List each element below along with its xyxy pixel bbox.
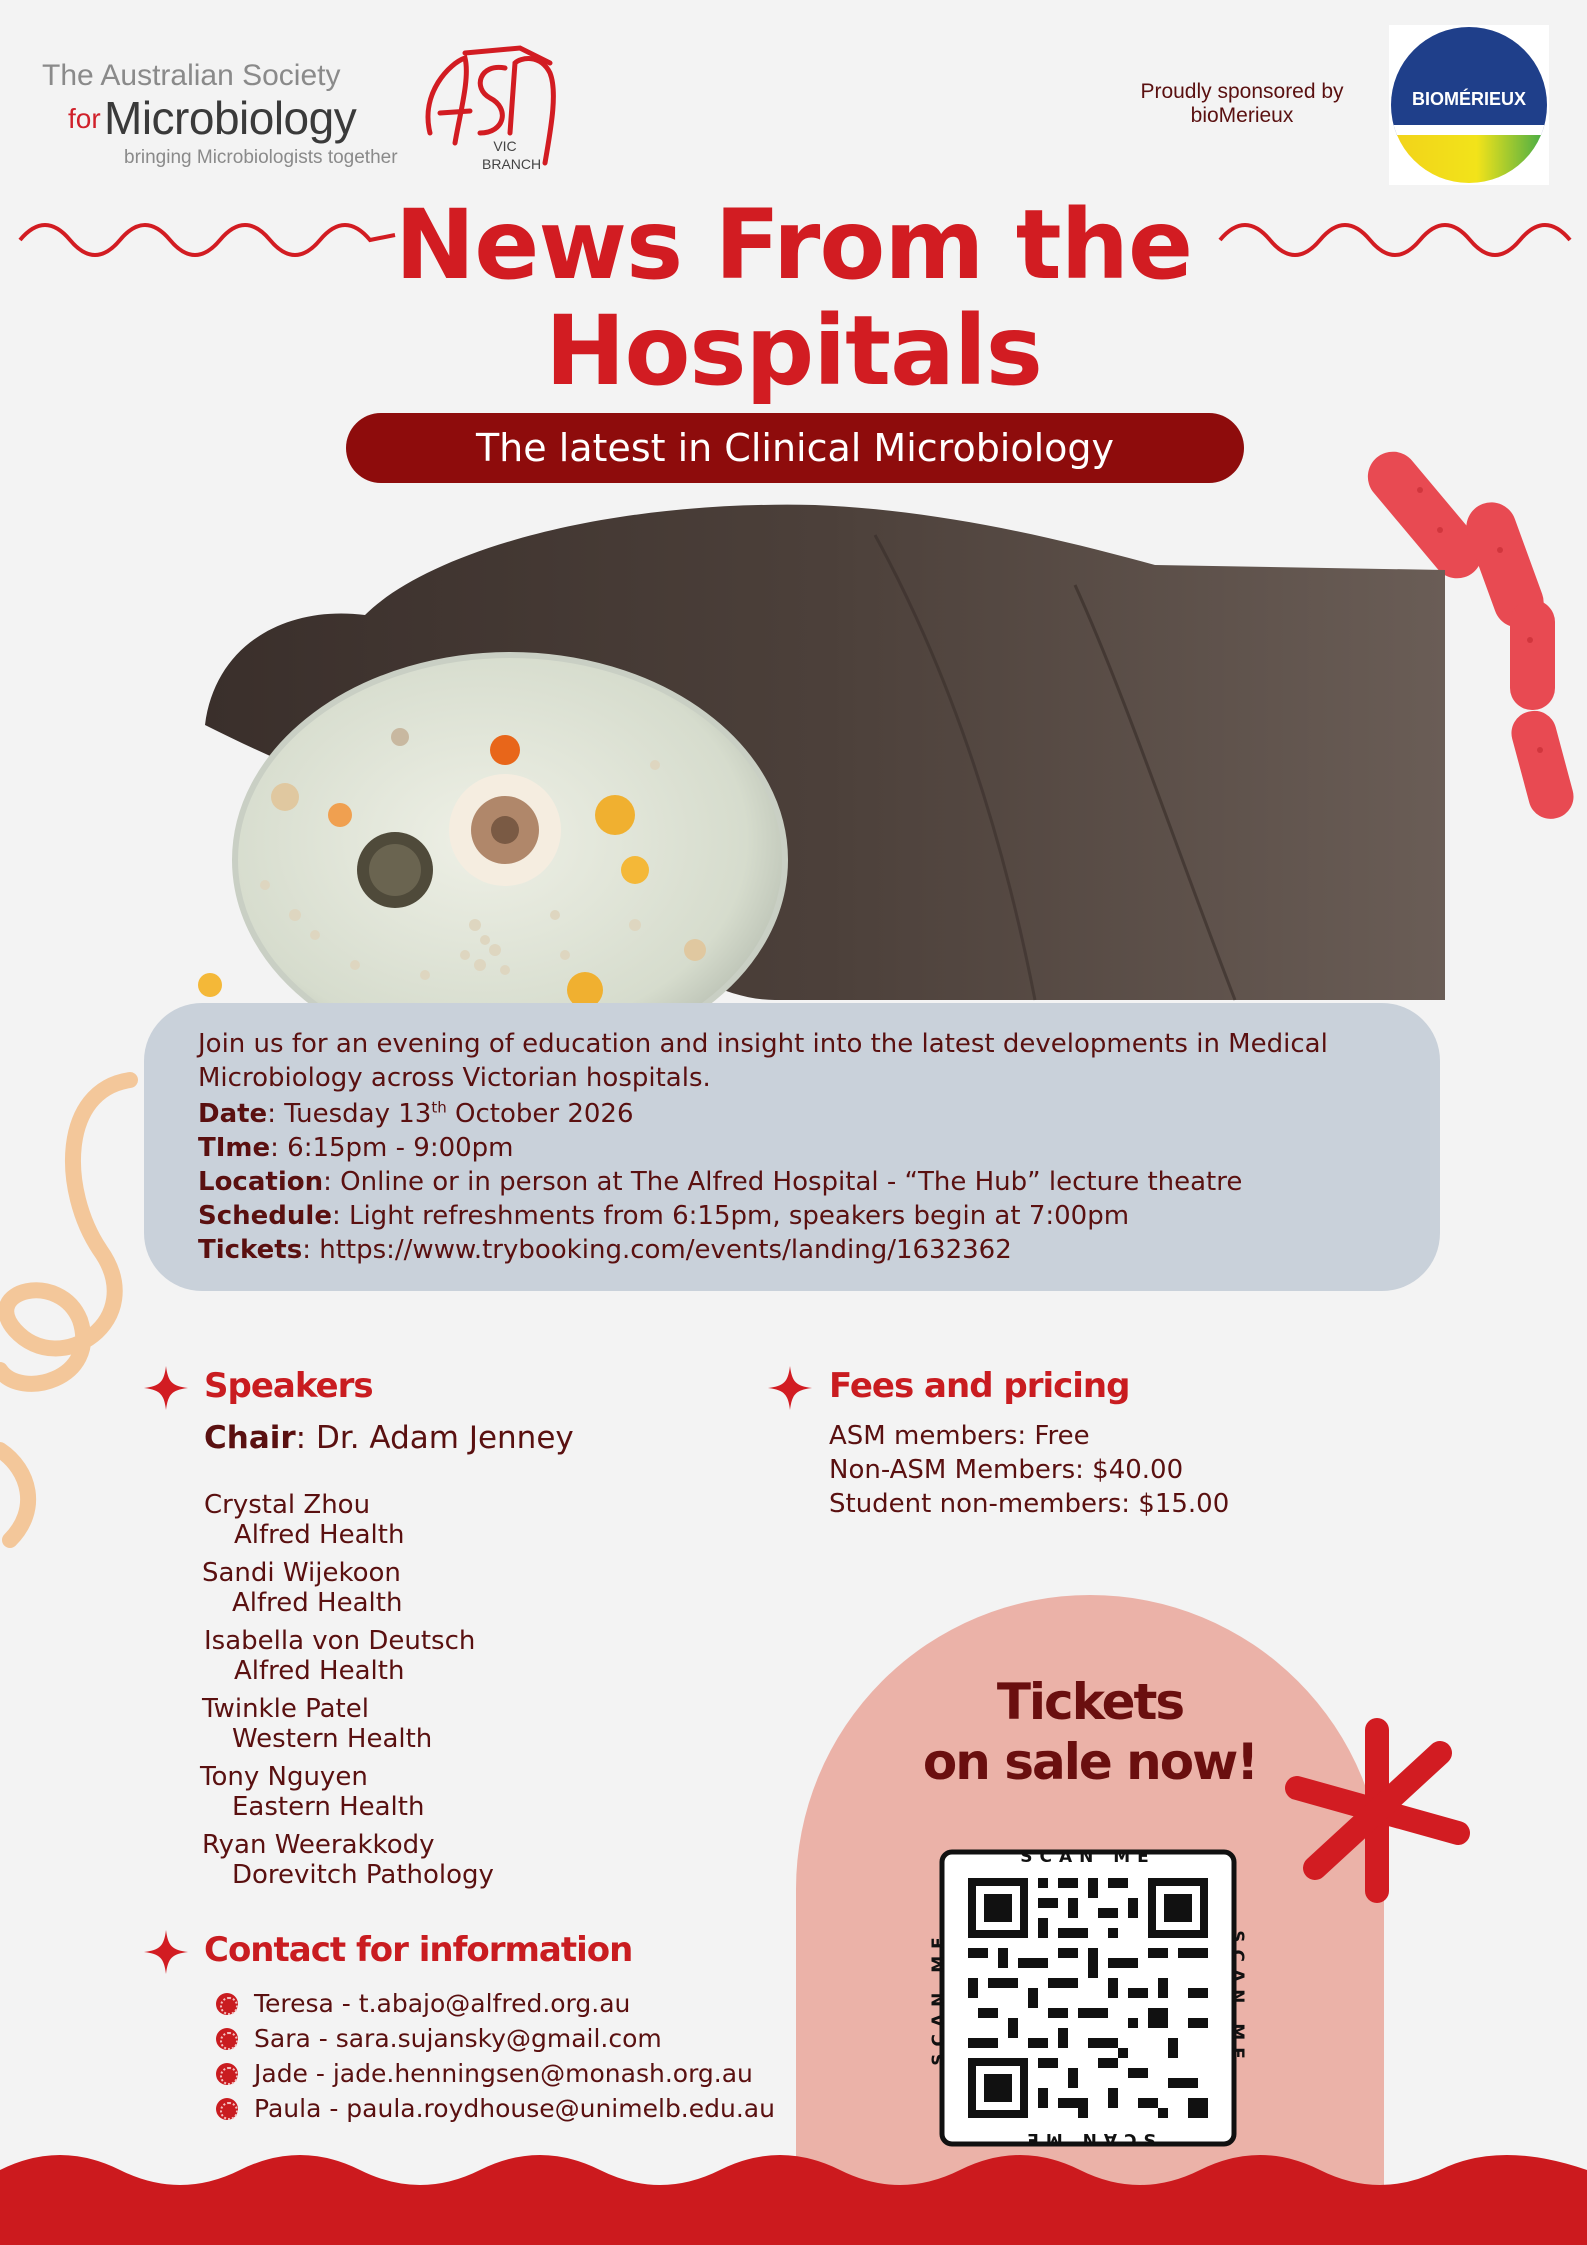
sponsor-text: Proudly sponsored by bioMerieux <box>1140 80 1344 127</box>
speaker-item: Tony Nguyen Eastern Health <box>200 1762 425 1822</box>
sparkle-icon <box>144 1930 188 1974</box>
fees-heading: Fees and pricing <box>829 1366 1130 1406</box>
petri-dish-photo <box>175 495 1445 1005</box>
asterisk-decoration <box>1285 1718 1470 1903</box>
scan-me-label: SCAN ME <box>1227 1930 1247 2066</box>
sparkle-icon <box>768 1366 812 1410</box>
contact-heading: Contact for information <box>204 1930 633 1970</box>
chair-line: Chair: Dr. Adam Jenney <box>204 1420 574 1456</box>
branch-label: VIC BRANCH <box>482 138 542 172</box>
event-date: Date: Tuesday 13th October 2026 <box>198 1098 634 1129</box>
event-time: TIme: 6:15pm - 9:00pm <box>198 1133 514 1163</box>
asm-logo <box>42 55 562 185</box>
contact-list <box>216 1986 775 2126</box>
scan-me-label: SCAN ME <box>1020 2129 1156 2149</box>
fee-item: Non-ASM Members: $40.00 <box>829 1455 1184 1485</box>
org-tagline: bringing Microbiologists together <box>124 147 398 168</box>
biomerieux-logo-text: BIOMÉRIEUX <box>1411 89 1527 109</box>
bullet-icon <box>216 2028 238 2050</box>
fee-item: ASM members: Free <box>829 1421 1090 1451</box>
subtitle-banner: The latest in Clinical Microbiology <box>346 413 1244 483</box>
speaker-item: Ryan Weerakkody Dorevitch Pathology <box>202 1830 494 1890</box>
page-title: News From the Hospitals <box>394 189 1193 407</box>
sparkle-icon <box>144 1366 188 1410</box>
speaker-item: Twinkle Patel Western Health <box>202 1694 433 1754</box>
contact-item[interactable]: Sara - sara.sujansky@gmail.com <box>216 2021 775 2056</box>
tickets-link[interactable]: : https://www.trybooking.com/events/landing/1632362 <box>302 1235 1012 1265</box>
qr-code[interactable] <box>929 1847 1247 2149</box>
contact-item[interactable]: Teresa - t.abajo@alfred.org.au <box>216 1986 775 2021</box>
contact-item[interactable]: Paula - paula.roydhouse@unimelb.edu.au <box>216 2091 775 2126</box>
bullet-icon <box>216 1993 238 2015</box>
event-details-box <box>144 1003 1440 1291</box>
speaker-item: Isabella von Deutsch Alfred Health <box>204 1626 476 1686</box>
bullet-icon <box>216 2098 238 2120</box>
org-name-microbiology: Microbiology <box>104 92 357 144</box>
fee-item: Student non-members: $15.00 <box>829 1489 1230 1519</box>
event-schedule: Schedule: Light refreshments from 6:15pm, speakers begin at 7:00pm <box>198 1201 1130 1231</box>
scan-me-label: SCAN ME <box>929 1930 949 2066</box>
event-location: Location: Online or in person at The Alfred Hospital - “The Hub” lecture theatre <box>198 1167 1243 1197</box>
event-tickets: Tickets: https://www.trybooking.com/events/landing/1632362 <box>198 1235 1012 1265</box>
scan-me-label: SCAN ME <box>1020 1847 1156 1867</box>
speakers-heading: Speakers <box>204 1366 373 1406</box>
org-name-for: for <box>68 103 101 134</box>
contact-item[interactable]: Jade - jade.henningsen@monash.org.au <box>216 2056 775 2091</box>
event-intro: Join us for an evening of education and insight into the latest developments in Medical Microbiology across Victorian hospitals. <box>198 1029 1328 1093</box>
biomerieux-logo <box>1389 25 1549 185</box>
speaker-item: Sandi Wijekoon Alfred Health <box>202 1558 403 1618</box>
bullet-icon <box>216 2063 238 2085</box>
tickets-heading: Tickets on sale now! <box>922 1673 1258 1791</box>
org-name-line1: The Australian Society <box>42 59 341 92</box>
fees-list <box>829 1419 1229 1521</box>
speaker-item: Crystal Zhou Alfred Health <box>204 1490 405 1550</box>
bottom-wave-decoration <box>0 2140 1587 2245</box>
